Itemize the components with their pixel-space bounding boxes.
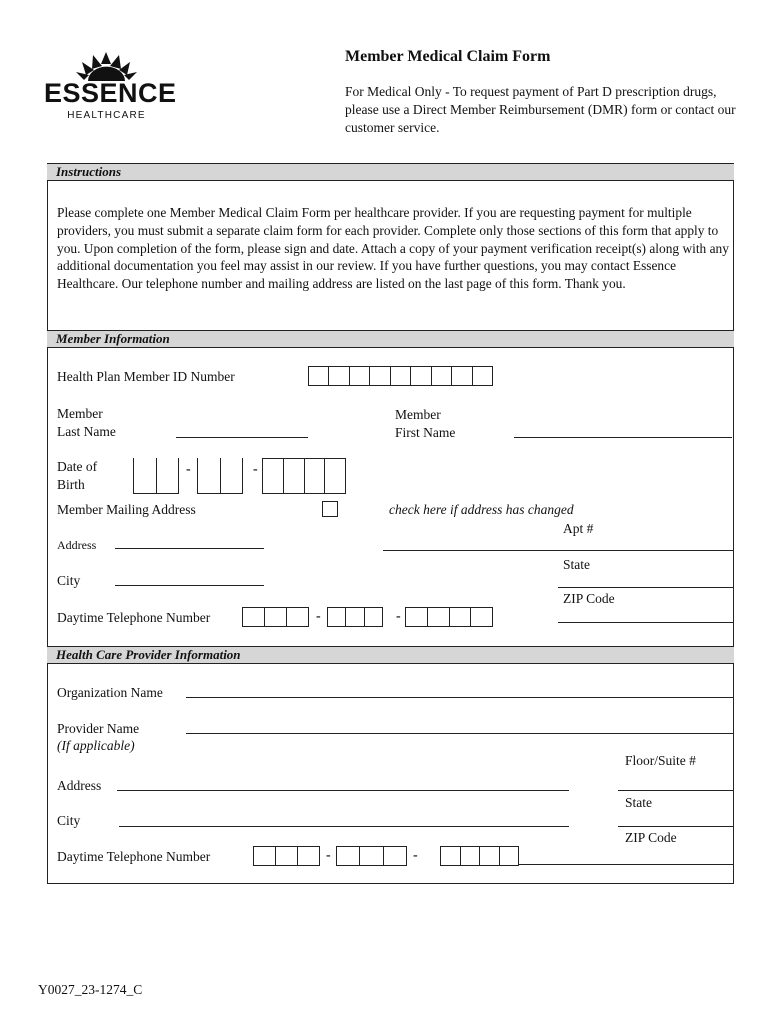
org-name-field[interactable] (186, 697, 733, 698)
provider-zip-field[interactable] (519, 864, 733, 865)
provider-city-label: City (57, 813, 81, 828)
state-label: State (563, 557, 590, 572)
phone-dash-2: - (396, 609, 401, 624)
address-changed-checkbox[interactable] (322, 501, 338, 517)
form-subtitle: For Medical Only - To request payment of Part D prescription drugs, please use a Direct Member Reimbursement (DMR) form or contact our customer service. (345, 84, 736, 135)
first-name-label-line1: Member (395, 407, 441, 422)
dob-day-field[interactable] (197, 458, 243, 494)
provider-address-field[interactable] (117, 790, 569, 791)
provider-name-label: Provider Name (57, 721, 140, 736)
address-field[interactable] (115, 548, 264, 549)
provider-info-heading: Health Care Provider Information (47, 646, 734, 664)
dob-label-line2: Birth (57, 477, 85, 492)
instructions-heading: Instructions (47, 163, 734, 181)
provider-phone-dash-2: - (413, 848, 418, 863)
provider-phone-dash-1: - (326, 848, 331, 863)
city-field[interactable] (115, 585, 264, 586)
provider-city-field[interactable] (119, 826, 569, 827)
dob-month-field[interactable] (133, 458, 179, 494)
mailing-address-label: Member Mailing Address (57, 502, 196, 517)
logo-subtitle: HEALTHCARE (67, 110, 146, 121)
provider-phone-line-field[interactable] (440, 846, 519, 866)
address-changed-label: check here if address has changed (389, 502, 574, 517)
state-field[interactable] (558, 587, 733, 588)
form-title: Member Medical Claim Form (345, 48, 551, 65)
city-label: City (57, 573, 81, 588)
provider-zip-label: ZIP Code (625, 830, 677, 845)
provider-state-label: State (625, 795, 652, 810)
zip-label: ZIP Code (563, 591, 615, 606)
first-name-label-line2: First Name (395, 425, 456, 440)
provider-name-field[interactable] (186, 733, 733, 734)
member-id-field[interactable] (308, 366, 493, 386)
dob-label-line1: Date of (57, 459, 98, 474)
apt-label: Apt # (563, 521, 594, 536)
dob-dash-2: - (253, 462, 258, 477)
provider-name-note: (If applicable) (57, 738, 135, 753)
phone-label: Daytime Telephone Number (57, 610, 211, 625)
phone-dash-1: - (316, 609, 321, 624)
org-name-label: Organization Name (57, 685, 163, 700)
dob-dash-1: - (186, 462, 191, 477)
provider-phone-area-code-field[interactable] (253, 846, 320, 866)
first-name-field[interactable] (514, 437, 732, 438)
form-code: Y0027_23-1274_C (38, 982, 143, 997)
floor-suite-field[interactable] (618, 790, 733, 791)
provider-phone-label: Daytime Telephone Number (57, 849, 211, 864)
provider-address-label: Address (57, 778, 102, 793)
member-info-heading: Member Information (47, 330, 734, 348)
essence-logo (44, 50, 177, 125)
phone-line-field[interactable] (405, 607, 493, 627)
zip-field[interactable] (558, 622, 733, 623)
last-name-label-line1: Member (57, 406, 103, 421)
address-line-2-field[interactable] (383, 550, 733, 551)
last-name-label-line2: Last Name (57, 424, 116, 439)
member-id-label: Health Plan Member ID Number (57, 369, 235, 384)
provider-phone-prefix-field[interactable] (336, 846, 407, 866)
logo-wordmark: ESSENCE (44, 78, 177, 108)
floor-suite-label: Floor/Suite # (625, 753, 696, 768)
phone-area-code-field[interactable] (242, 607, 309, 627)
address-label: Address (57, 538, 97, 552)
last-name-field[interactable] (176, 437, 308, 438)
dob-year-field[interactable] (262, 458, 346, 494)
phone-prefix-field[interactable] (327, 607, 383, 627)
instructions-text: Please complete one Member Medical Claim Form per healthcare provider. If you are requesting payment for multiple providers, you must submit a separate claim form for each provider. Complete only those sections of this form that apply to you. Upon completion of the form, please sign and date. Attach a copy of your payment verification receipt(s) along with any additional documentation you feel may assist in our review. If you have further questions, you may contact Essence Healthcare. Our telephone number and mailing address are listed on the last page of this form. Thank you. (57, 205, 729, 292)
provider-state-field[interactable] (618, 826, 733, 827)
